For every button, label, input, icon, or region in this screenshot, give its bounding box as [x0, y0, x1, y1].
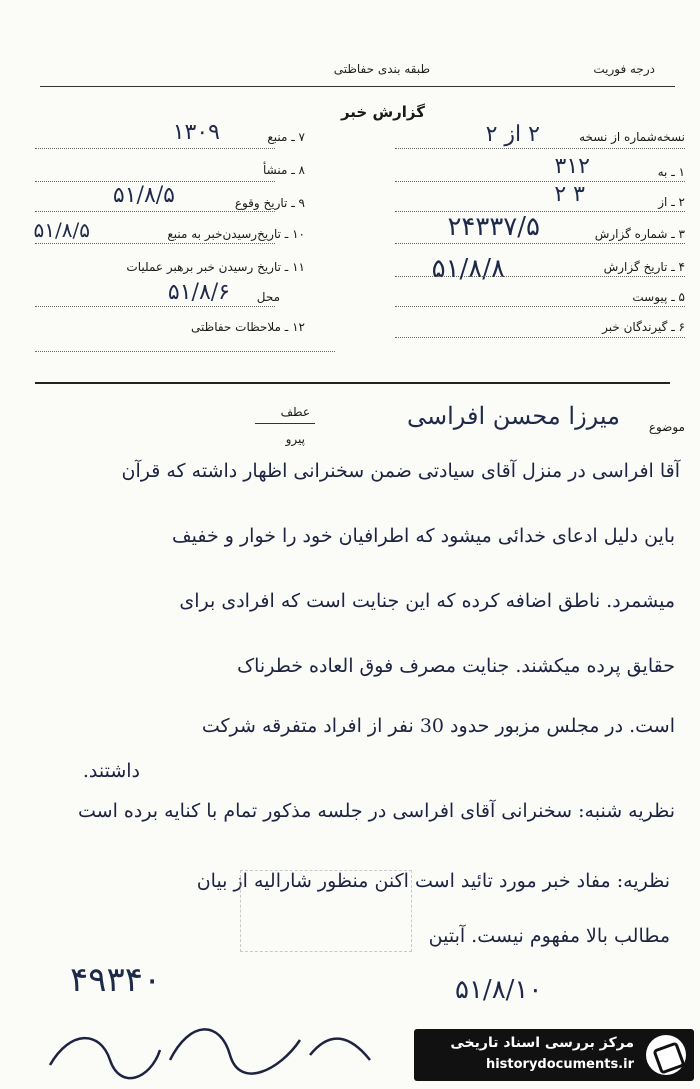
subject-value: میرزا محسن افراسی — [406, 402, 620, 430]
dotline — [395, 276, 685, 277]
origin-label: ۸ ـ منشأ — [262, 163, 305, 177]
book-icon — [646, 1035, 686, 1075]
archive-logo — [414, 1029, 694, 1081]
section-rule — [35, 382, 670, 384]
report-number-label: ۳ ـ شماره گزارش — [594, 227, 685, 241]
classification-label: طبقه بندی حفاظتی — [333, 62, 430, 76]
follow-label: پیرو — [285, 432, 305, 446]
archive-number: ۴۹۳۴۰ — [70, 960, 162, 1000]
ops-place-label: محل — [256, 290, 280, 304]
field-from-label: ۲ ـ از — [658, 195, 685, 209]
source-value: ۱۳۰۹ — [172, 120, 220, 145]
attachment-label: ۵ ـ پیوست — [632, 290, 685, 304]
body-line: مطالب بالا مفهوم نیست. آبتین — [428, 925, 670, 947]
body-line: نظریه شنبه: سخنرانی آقای افراسی در جلسه مذکور تمام با کنایه برده است — [78, 800, 675, 822]
urgency-label: درجه فوریت — [593, 62, 655, 76]
dotline — [395, 211, 685, 212]
footer-date: ۵۱/۸/۱۰ — [455, 975, 543, 1005]
reference-label: عطف — [280, 405, 310, 419]
ref-rule — [255, 423, 315, 424]
dotline — [35, 243, 275, 244]
subject-label: موضوع — [648, 420, 685, 434]
event-date-label: ۹ ـ تاریخ وقوع — [234, 196, 305, 210]
field-to-label: ۱ ـ به — [657, 165, 685, 179]
body-line: حقایق پرده میکشند. جنایت مصرف فوق العاده خطرناک — [237, 655, 675, 677]
dotline — [35, 351, 335, 352]
dotline — [35, 148, 275, 149]
ops-date-label: ۱۱ ـ تاریخ رسیدن خبر برهبر عملیات — [126, 260, 305, 274]
dotline — [35, 181, 275, 182]
dotline — [395, 306, 685, 307]
body-line: میشمرد. ناطق اضافه کرده که این جنایت است که افرادی برای — [179, 590, 675, 612]
dotline — [35, 306, 275, 307]
receipt-date-value: ۵۱/۸/۵ — [33, 218, 90, 242]
source-label: ۷ ـ منبع — [267, 130, 305, 144]
ops-date-value: ۵۱/۸/۶ — [167, 280, 230, 305]
copy-number-label: نسخه‌شماره از نسخه — [579, 130, 685, 144]
logo-url: historydocuments.ir — [485, 1057, 634, 1072]
recipients-label: ۶ ـ گیرندگان خبر — [602, 320, 685, 334]
body-line: آقا افراسی در منزل آقای سیادتی ضمن سخنرانی اظهار داشته که قرآن — [121, 460, 680, 482]
receipt-date-label: ۱۰ ـ تاریخ‌رسیدن‌خبر به منبع — [167, 227, 305, 241]
header-rule — [40, 86, 675, 87]
report-date-value: ۵۱/۸/۸ — [431, 254, 505, 284]
dotline — [395, 243, 685, 244]
dotline — [395, 148, 685, 149]
event-date-value: ۵۱/۸/۵ — [112, 183, 175, 208]
logo-title: مرکز بررسی اسناد تاریخی — [450, 1035, 634, 1051]
security-notes-label: ۱۲ ـ ملاحظات حفاظتی — [191, 320, 305, 334]
report-date-label: ۴ ـ تاریخ گزارش — [603, 260, 685, 274]
body-line: باین دلیل ادعای خدائی میشود که اطرافیان خود را خوار و خفیف — [171, 525, 675, 547]
report-title: گزارش خبر — [340, 103, 425, 121]
copy-number-value: ۲ از ۲ — [485, 122, 540, 147]
faint-stamp — [240, 870, 412, 952]
body-line: داشتند. — [82, 760, 140, 782]
body-line: نظریه: مفاد خبر مورد تائید است اکنن منظور شارالیه از بیان — [196, 870, 670, 892]
dotline — [395, 337, 685, 338]
dotline — [395, 181, 685, 182]
signature-scribble — [40, 1010, 380, 1085]
body-line: است. در مجلس مزبور حدود 30 نفر از افراد متفرقه شرکت — [201, 715, 675, 737]
field-to-value: ۳۱۲ — [554, 154, 590, 179]
field-from-value: ۳ ۲ — [554, 182, 585, 207]
report-number-value: ۲۴۳۳۷/۵ — [447, 212, 540, 242]
dotline — [35, 211, 275, 212]
